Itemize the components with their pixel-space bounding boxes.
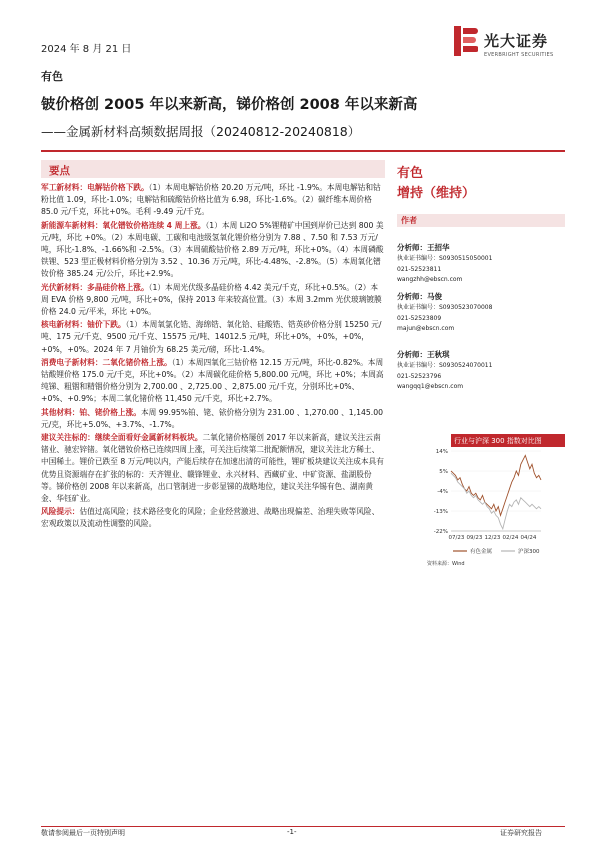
authors-label: 作者 [401,216,417,225]
page-subtitle: ——金属新材料高频数据周报（20240812-20240818） [41,124,361,139]
analyst-name: 分析师：王秋琪 [397,350,450,359]
analyst-cert: 执业证书编号：S0930524070011 [397,362,493,369]
analyst-card [397,242,565,286]
x-tick-label: 02/24 [502,535,519,541]
key-points-body [41,182,385,532]
x-tick-label: 04/24 [520,535,537,541]
x-tick-label: 09/23 [466,535,483,541]
key-point-text: 本周 99.95%铂、铑、铱价格分别为 231.00 、1,270.00 、1,145.00 元/克，环比+5.0%、+3.7%、-1.7%。 [41,407,384,429]
analyst-email[interactable]: wangzhh@ebscn.com [397,276,463,283]
key-point-text: （1）本周四氧化三钴价格 12.15 万元/吨，环比-0.82%。本周钴酸锂价格 175.0 元/千克，环比+0%。（2）本周碳化硅价格 5,800.00 元/吨，环比 +0%；本周高纯锑、粗铟和精铟价格分别为 2,700.00 、2,725.00 、2,875.00 元/千克，分别环比+0%、+0%、+0.9%；本周二氧化锗价格 11,450 元/千克，环比+2.7%。 [41,357,384,404]
analyst-email[interactable]: majun@ebscn.com [397,325,455,332]
y-tick-label: 5% [439,469,448,475]
key-points-label: 要点 [49,165,70,177]
key-point-lead: 军工新材料：电解钴价格下跌。 [41,183,149,192]
analyst-cert: 执业证书编号：S0930523070008 [397,304,493,311]
analyst-phone: 021-52523809 [397,314,442,322]
key-point-text: （1）本周氧氯化锆、海绵锆、氧化铪、硅酸锆、锆英砂价格分别 15250 元/吨、175 元/千克、9500 元/千克、15575 元/吨、14012.5 元/吨，环比+0%，+0%，+0%，+0%，+0%。2024 年 7 月铀价为 68.25 美元/磅，环比-1.4%。 [41,320,382,354]
chart-title: 行业与沪深 300 指数对比图 [454,437,542,445]
chart-source: 资料来源：Wind [427,561,465,567]
analyst-cert: 执业证书编号：S0930515050001 [397,255,493,262]
footer-divider [41,826,565,827]
key-point-paragraph [41,432,385,505]
authors-header [397,214,565,227]
legend-label: 沪深300 [518,549,540,555]
sector-name: 有色 [397,166,424,181]
x-tick-label: 12/23 [484,535,501,541]
key-point-lead: 建议关注标的：继续全面看好金属新材料板块。 [41,433,203,443]
analyst-phone: 021-52523796 [397,372,442,380]
y-tick-label: -4% [437,489,448,495]
analyst-card [397,349,565,393]
logo-mark-icon [454,26,478,56]
key-point-paragraph [41,220,385,281]
key-point-paragraph [41,357,385,406]
series-line [451,455,541,515]
key-point-paragraph [41,407,385,431]
key-points-header [41,160,385,178]
analyst-phone: 021-52523811 [397,265,442,273]
key-point-text: （1）本周 Li2O 5%锂精矿中国到岸价已达到 800 美元/吨，环比 +0%。（2）本周电碳、工碳和电池级氢氧化锂价格分别为 7.88 、7.50 和 7.53 万元/吨，环比-1.8%、-1.66%和 -2.5%。（3）本周硫酸钴价格 2.89 万元/吨，环比+0%。（4）本周磷酸铁锂、523 型正极材料价格分别为 3.52 、10.36 万元/吨，环比-4.48%、-2.8%。（5）本周氧化镨钕价格 385.24 元/公斤，环比+2.9%。 [41,220,384,279]
analyst-name: 分析师：王招华 [397,243,450,252]
key-point-paragraph [41,282,385,319]
logo-text: 光大证券 [484,32,549,50]
key-point-paragraph [41,506,385,530]
footer-brand: 证券研究报告 [500,829,542,837]
key-point-text: （1）本周光伏级多晶硅价格 4.42 美元/千克，环比+0.5%。（2）本周 EVA 价格 9,800 元/吨，环比+0%，保持 2013 年来较高位置。（3）本周 3.2mm 光伏玻璃镀膜价格 24.0 元/平米，环比 +0%。 [41,282,382,317]
footer-disclaimer[interactable]: 敬请参阅最后一页特别声明 [41,829,125,837]
key-point-text: （1）本周电解钴价格 20.20 万元/吨，环比 -1.9%。本周电解钴和钴粉比值 1.09，环比-1.0%；电解钴和硫酸钴价格比值为 6.98，环比-1.6%。（2）碳纤维本周价格 85.0 元/千克，环比+0%。毛利 -9.49 元/千克。 [41,183,381,217]
index-comparison-chart [425,447,565,575]
key-point-lead: 核电新材料：铀价下跌。 [41,320,126,330]
legend-label: 有色金属 [470,549,493,555]
key-point-paragraph [41,182,385,219]
series-line [451,473,541,529]
key-point-lead: 光伏新材料：多晶硅价格上涨。 [41,282,149,292]
analyst-email[interactable]: wangqq1@ebscn.com [397,383,464,390]
company-logo [454,24,564,68]
y-tick-label: 14% [435,449,448,455]
title-divider [41,150,565,152]
y-tick-label: -22% [433,529,448,535]
analyst-name: 分析师：马俊 [397,292,442,301]
key-point-lead: 其他材料：铂、铑价格上涨。 [41,407,141,417]
page-title: 铍价格创 2005 年以来新高，锑价格创 2008 年以来新高 [41,97,418,113]
x-tick-label: 07/23 [448,535,465,541]
key-point-text: 二氧化锗价格屡创 2017 年以来新高，建议关注云南锗业、驰宏锌锗。氧化镨钕价格已连续四周上涨，可关注后续第二批配额情况，建议关注北方稀土、中国稀土。锂价已跌至 8 万元/吨以内，产能后续存在加速出清的可能性，锂矿板块建议关注成本具有优势且资源端存在扩张的标的：天齐锂业、赣锋锂业、永兴材料、西藏矿业、中矿资源、盐湖股份等。锑价格创 2008 年以来新高，出口管制进一步彰显锑的战略地位，建议关注华锡有色、湖南黄金、华钰矿业。 [41,433,384,504]
logo-subtext: EVERBRIGHT SECURITIES [484,52,554,58]
industry-tag: 有色 [41,70,63,83]
key-point-lead: 消费电子新材料：二氧化锗价格上涨。 [41,357,172,367]
page-number: -1- [287,828,297,836]
analyst-card [397,291,565,335]
key-point-text: 估值过高风险；技术路径变化的风险；企业经营激进、战略出现偏差、治理失败等风险、宏观政策以及流动性调整的风险。 [41,507,380,529]
key-point-lead: 风险提示： [41,507,80,517]
y-tick-label: -13% [433,509,448,515]
key-point-paragraph [41,319,385,356]
key-point-lead: 新能源车新材料：氧化镨钕价格连续 4 周上涨。 [41,220,206,230]
investment-rating: 增持（维持） [397,186,476,201]
report-date: 2024 年 8 月 21 日 [41,44,132,55]
chart-title-bar [451,434,565,447]
